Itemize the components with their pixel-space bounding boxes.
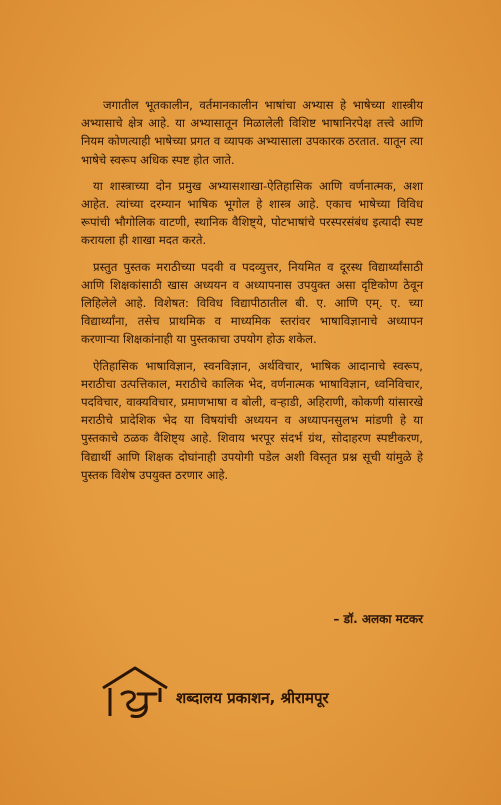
publisher-name: शब्दालय प्रकाशन, श्रीरामपूर <box>176 689 329 707</box>
author-signature: – डॉ. अलका मटकर <box>333 612 423 626</box>
blurb-paragraph-2: या शास्त्राच्या दोन प्रमुख अभ्यासशाखा-ऐतिहासिक आणि वर्णनात्मक, अशा आहेत. त्यांच्या दरम्यान भाषिक भूगोल हे शास्त्र आहे. एकाच भाषेच्या विविध रूपांची भौगोलिक वाटणी, स्थानिक वैशिष्ट्ये, पोटभाषांचे परस्परसंबंध इत्यादी स्पष्ट करायला ही शाखा मदत करते. <box>81 178 423 248</box>
publisher-block <box>100 664 420 724</box>
blurb-text <box>81 96 423 492</box>
blurb-paragraph-3: प्रस्तुत पुस्तक मराठीच्या पदवी व पदव्युत्तर, नियमित व दूरस्थ विद्यार्थ्यांसाठी आणि शिक्षकांसाठी खास अध्ययन व अध्यापनास उपयुक्त असा दृष्टिकोण ठेवून लिहिलेले आहे. विशेषत: विविध विद्यापीठातील बी. ए. आणि एम्. ए. च्या विद्यार्थ्यांना, तसेच प्राथमिक व माध्यमिक स्तरांवर भाषाविज्ञानाचे अध्यापन करणाऱ्या शिक्षकांनाही या पुस्तकाचा उपयोग होऊ शकेल. <box>81 259 423 347</box>
blurb-paragraph-4: ऐतिहासिक भाषाविज्ञान, स्वनविज्ञान, अर्थविचार, भाषिक आदानाचे स्वरूप, मराठीचा उत्पत्तिकाल, मराठीचे कालिक भेद, वर्णनात्मक भाषाविज्ञान, ध्वनिविचार, पदविचार, वाक्यविचार, प्रमाणभाषा व बोली, वऱ्हाडी, अहिराणी, कोकणी यांसारखे मराठीचे प्रादेशिक भेद या विषयांची अध्ययन व अध्यापनसुलभ मांडणी हे या पुस्तकाचे ठळक वैशिष्ट्य आहे. शिवाय भरपूर संदर्भ ग्रंथ, सोदाहरण स्पष्टीकरण, विद्यार्थी आणि शिक्षक दोघांनाही उपयोगी पडेल अशी विस्तृत प्रश्न सूची यांमुळे हे पुस्तक विशेष उपयुक्त ठरणार आहे. <box>81 358 423 482</box>
house-letter-logo-icon <box>100 664 170 722</box>
blurb-paragraph-1: जगातील भूतकालीन, वर्तमानकालीन भाषांचा अभ्यास हे भाषेच्या शास्त्रीय अभ्यासाचे क्षेत्र आहे. या अभ्यासातून मिळालेली विशिष्ट भाषानिरपेक्ष तत्त्वे आणि नियम कोणत्याही भाषेच्या प्रगत व व्यापक अभ्यासाला उपकारक ठरतात. यातून त्या भाषेचे स्वरूप अधिक स्पष्ट होत जाते. <box>81 98 423 167</box>
